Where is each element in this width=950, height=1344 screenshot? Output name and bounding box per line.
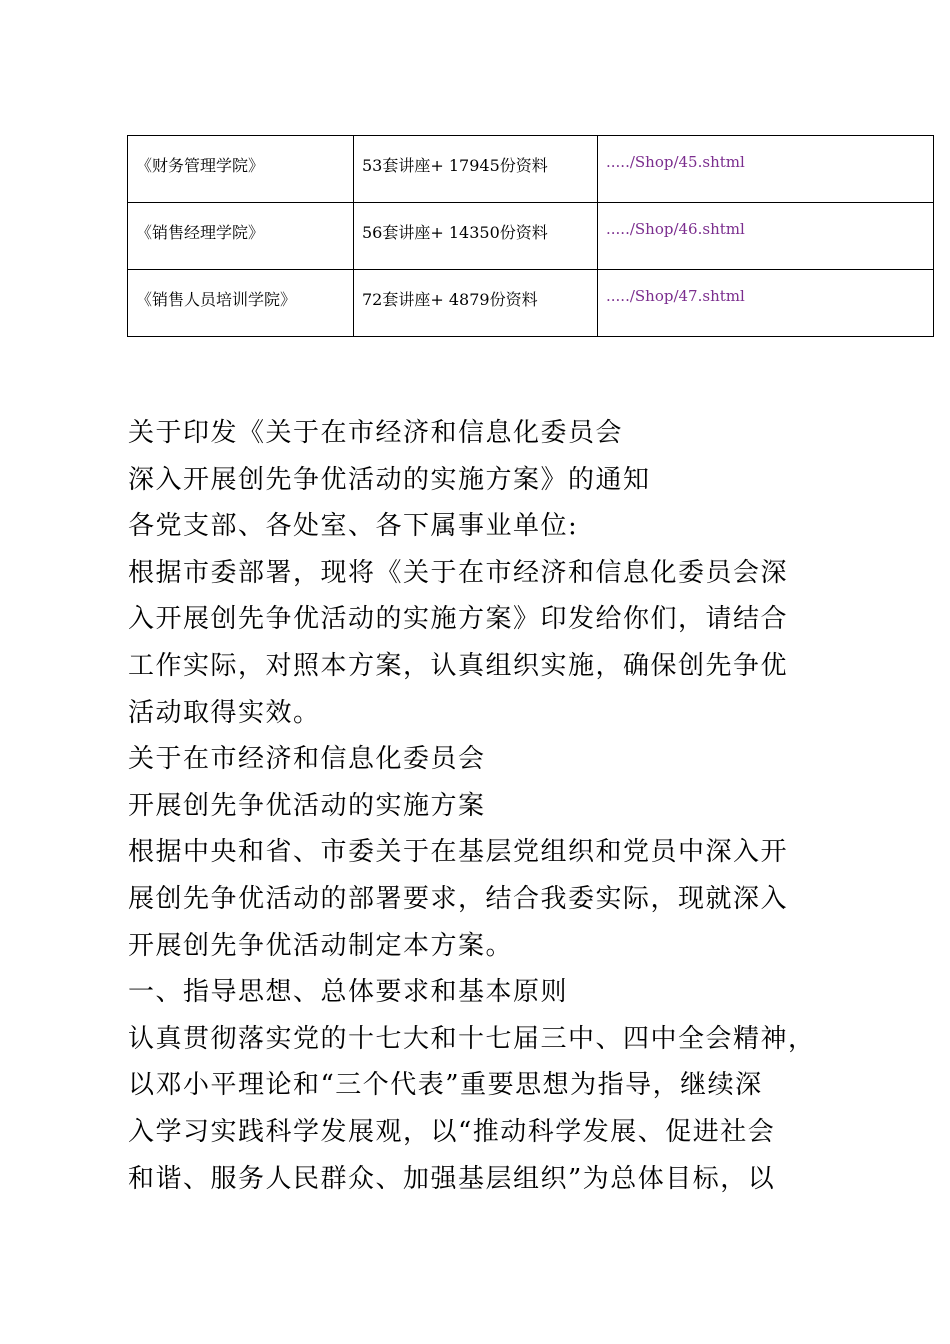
paragraph-line: 以邓小平理论和“三个代表”重要思想为指导，继续深 (128, 1070, 763, 1101)
course-name-cell: 《销售人员培训学院》 (128, 270, 354, 337)
paragraph-line: 活动取得实效。 (128, 697, 321, 728)
paragraph-line: 入学习实践科学发展观，以“推动科学发展、促进社会 (128, 1116, 776, 1147)
paragraph-line: 根据市委部署，现将《关于在市经济和信息化委员会深 (128, 557, 789, 588)
resource-table (127, 135, 934, 337)
course-content-cell: 72套讲座+ 4879份资料 (354, 270, 598, 337)
course-content-cell: 53套讲座+ 17945份资料 (354, 136, 598, 203)
course-name-cell: 《财务管理学院》 (128, 136, 354, 203)
paragraph-line: 工作实际，对照本方案，认真组织实施，确保创先争优 (128, 650, 789, 681)
course-link[interactable]: ...../Shop/46.shtml (598, 203, 934, 270)
course-link[interactable]: ...../Shop/47.shtml (598, 270, 934, 337)
table-row (128, 203, 934, 270)
addressee-line: 各党支部、各处室、各下属事业单位: (128, 511, 579, 542)
course-link[interactable]: ...../Shop/45.shtml (598, 136, 934, 203)
document-body (128, 410, 828, 1202)
plan-title-line-2: 开展创先争优活动的实施方案 (128, 790, 486, 821)
document-title-line-1: 关于印发《关于在市经济和信息化委员会 (128, 418, 624, 448)
course-name-cell: 《销售经理学院》 (128, 203, 354, 270)
table-row (128, 270, 934, 337)
table-row (128, 136, 934, 203)
paragraph-line: 根据中央和省、市委关于在基层党组织和党员中深入开 (128, 837, 789, 868)
paragraph-line: 入开展创先争优活动的实施方案》印发给你们，请结合 (128, 604, 789, 635)
section-heading: 一、指导思想、总体要求和基本原则 (128, 977, 569, 1008)
paragraph-line: 开展创先争优活动制定本方案。 (128, 930, 514, 961)
course-content-cell: 56套讲座+ 14350份资料 (354, 203, 598, 270)
paragraph-line: 展创先争优活动的部署要求，结合我委实际，现就深入 (128, 883, 789, 914)
document-title-line-2: 深入开展创先争优活动的实施方案》的通知 (128, 464, 651, 495)
paragraph-line: 和谐、服务人民群众、加强基层组织”为总体目标，以 (128, 1163, 776, 1194)
plan-title-line-1: 关于在市经济和信息化委员会 (128, 744, 486, 775)
paragraph-line: 认真贯彻落实党的十七大和十七届三中、四中全会精神， (128, 1023, 816, 1054)
